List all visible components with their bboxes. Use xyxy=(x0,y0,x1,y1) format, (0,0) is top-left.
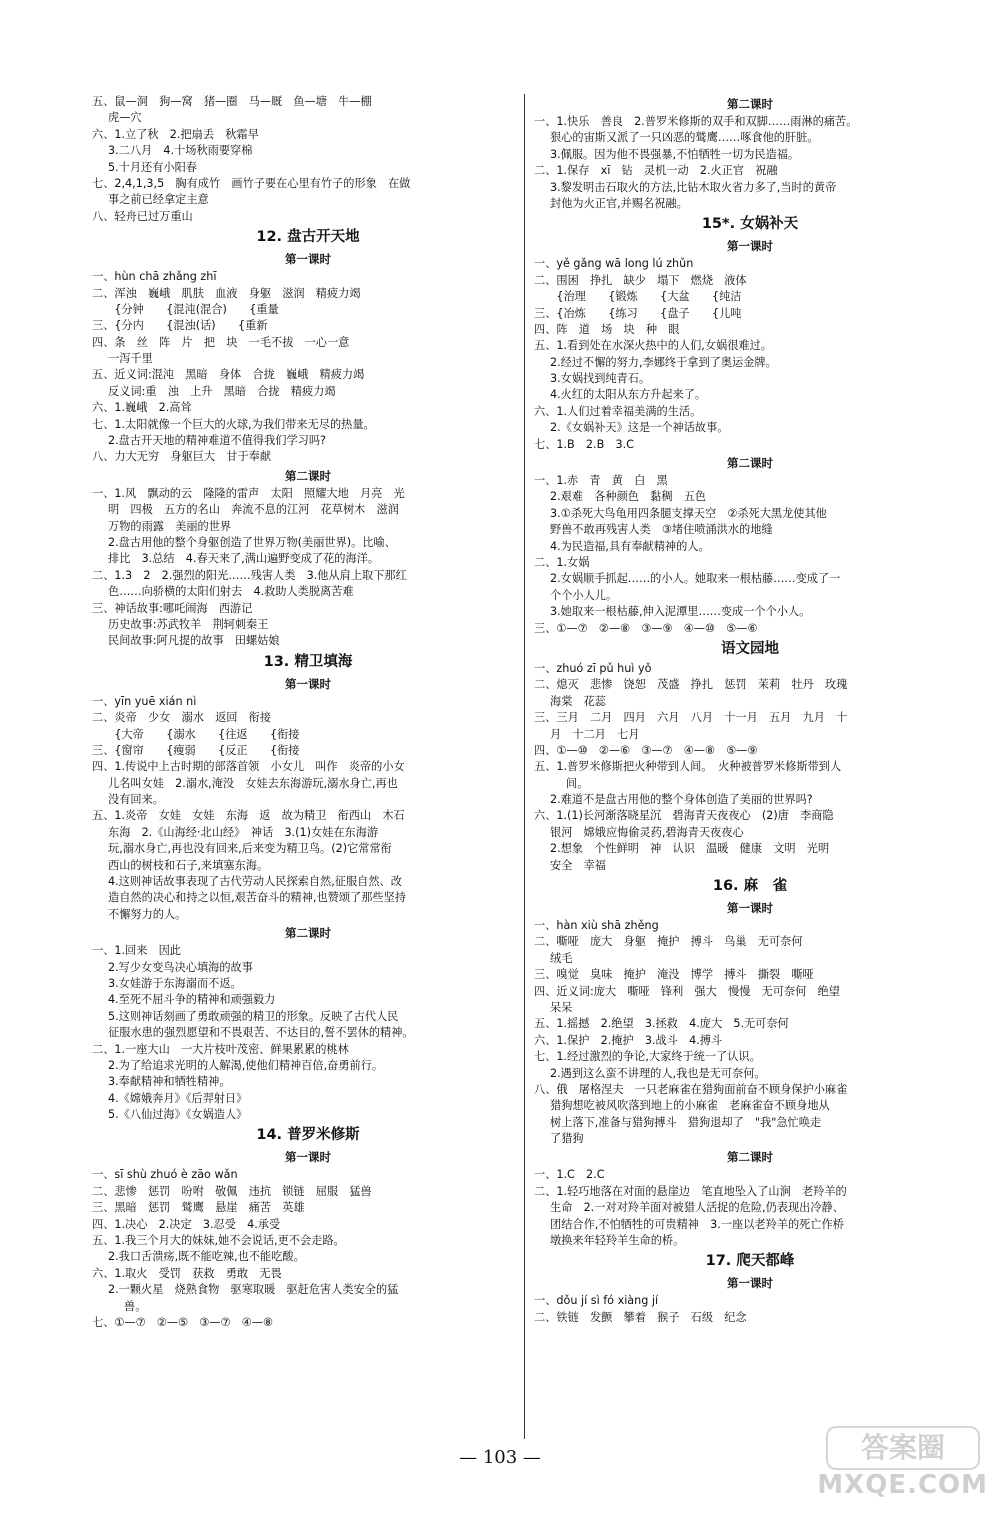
answer-line: 造自然的决心和持之以恒,艰苦奋斗的精神,也赞颂了那些坚持 xyxy=(108,891,406,905)
answer-line: 墩换来年轻羚羊生命的桥。 xyxy=(550,1234,685,1248)
watermark-text: MXQE.COM xyxy=(817,1470,988,1500)
answer-line: 一、zhuó zī pǔ huì yǒ xyxy=(534,661,652,675)
answer-line: 5.《八仙过海》《女娲造人》 xyxy=(108,1108,248,1122)
lesson-subheading: 第二课时 xyxy=(727,456,773,471)
right-column xyxy=(534,94,966,1326)
answer-line: 2.我口舌溃疡,既不能吃辣,也不能吃酸。 xyxy=(108,1250,305,1264)
answer-line: 3.二八月 4.十场秋雨要穿棉 xyxy=(108,144,253,158)
answer-line: 三、神话故事:哪吒闹海 西游记 xyxy=(92,601,253,615)
answer-line: 银河 嫦娥应悔偷灵药,碧海青天夜夜心 xyxy=(550,825,744,839)
answer-line: 玩,溺水身亡,再也没有回来,后来变为精卫鸟。(2)它常常衔 xyxy=(108,842,392,856)
answer-line: 五、1.我三个月大的妹妹,她不会说话,更不会走路。 xyxy=(92,1234,345,1248)
lesson-heading: 15*. 女娲补天 xyxy=(701,216,799,233)
answer-line: 树上落下,准备与猎狗搏斗 猎狗退却了 "我"急忙唤走 xyxy=(550,1115,822,1129)
answer-line: 历史故事:苏武牧羊 荆轲刺秦王 xyxy=(108,617,269,631)
answer-line: 一、1.风 飘动的云 隆隆的雷声 太阳 照耀大地 月亮 光 xyxy=(92,486,405,500)
watermark-logo xyxy=(798,1426,988,1500)
answer-line: 3.她取来一根枯藤,伸入泥潭里……变成一个个小人。 xyxy=(550,605,811,619)
answer-line: 二、炎帝 少女 溺水 返回 衔接 xyxy=(92,711,272,725)
answer-line: 3.①杀死大鸟龟用四条腿支撑天空 ②杀死大黑龙使其他 xyxy=(550,506,827,520)
answer-line: 3.佩服。因为他不畏强暴,不怕牺牲一切为民造福。 xyxy=(550,147,800,161)
answer-line: 二、1.保存 xī 钻 灵机一动 2.火正官 祝融 xyxy=(534,164,778,178)
answer-line: 三、嗅觉 臭味 掩护 淹没 博学 搏斗 撕裂 嘶哑 xyxy=(534,968,814,982)
answer-line: 六、1.立了秋 2.把扇丢 秋霜早 xyxy=(92,127,259,141)
answer-line: 一、hùn chā zhǎng zhī xyxy=(92,270,217,284)
answer-line: 4.至死不屈斗争的精神和顽强毅力 xyxy=(108,993,276,1007)
answer-line: 间。 xyxy=(566,776,589,790)
answer-line: 一、hàn xiù shā zhěng xyxy=(534,919,659,933)
answer-line: 四、1.决心 2.决定 3.忍受 4.承受 xyxy=(92,1217,281,1231)
lesson-subheading: 第二课时 xyxy=(727,1150,773,1165)
answer-line: 团结合作,不怕牺牲的可贵精神 3.一座以老羚羊的死亡作桥 xyxy=(550,1217,844,1231)
answer-line: 2.遇到这么蛮不讲理的人,我也是无可奈何。 xyxy=(550,1066,766,1080)
lesson-subheading: 第二课时 xyxy=(727,97,773,111)
answer-line: 虎—穴 xyxy=(108,111,142,125)
answer-line: 东海 2.《山海经·北山经》 神话 3.(1)女娃在东海游 xyxy=(108,825,379,839)
answer-line: 儿名叫女娃 2.溺水,淹没 女娃去东海游玩,溺水身亡,再也 xyxy=(108,776,398,790)
lesson-heading: 12. 盘古开天地 xyxy=(256,229,360,246)
answer-line: 七、2,4,1,3,5 胸有成竹 画竹子要在心里有竹子的形象 在做 xyxy=(92,176,411,190)
lesson-heading: 16. 麻 雀 xyxy=(712,878,788,895)
watermark-badge: 答案圈 xyxy=(826,1426,980,1470)
answer-line: {分钟 {混沌(混合) {重量 xyxy=(92,302,279,316)
lesson-subheading: 第一课时 xyxy=(727,1276,773,1291)
answer-line: 一、yīn yuē xián nì xyxy=(92,694,197,708)
answer-line: 民间故事:阿凡提的故事 田螺姑娘 xyxy=(108,634,280,648)
answer-line: 三、{窗帘 {瘦弱 {反正 {衔接 xyxy=(92,743,300,757)
answer-line: 2.想象 个性鲜明 神 认识 温暖 健康 文明 光明 xyxy=(550,842,830,856)
answer-line: 3.女娃游于东海溺而不返。 xyxy=(108,976,242,990)
column-divider xyxy=(524,94,525,1439)
answer-line: 个个小人儿。 xyxy=(550,588,618,602)
answer-line: 色……向骄横的太阳们射去 4.救助人类脱离苦难 xyxy=(108,585,354,599)
answer-line: 二、1.轻巧地落在对面的悬崖边 笔直地坠入了山涧 老羚羊的 xyxy=(534,1184,847,1198)
answer-line: 5.十月还有小阳春 xyxy=(108,160,197,174)
answer-line: 四、条 丝 阵 片 把 块 一毛不拔 一心一意 xyxy=(92,335,350,349)
answer-line: 狠心的宙斯又派了一只凶恶的鹫鹰……啄食他的肝脏。 xyxy=(550,131,819,145)
answer-line: 五、近义词:混沌 黑暗 身体 合拢 巍峨 精疲力竭 xyxy=(92,368,365,382)
answer-line: 明 四极 五方的名山 奔流不息的江河 花草树木 滋润 xyxy=(108,503,399,517)
answer-line: 五、1.摇撼 2.绝望 3.拯救 4.庞大 5.无可奈何 xyxy=(534,1017,789,1031)
answer-line: 二、铁链 发颤 攀着 猴子 石级 纪念 xyxy=(534,1310,747,1324)
answer-line: 一、1.赤 青 黄 白 黑 xyxy=(534,474,668,488)
answer-line: 不懈努力的人。 xyxy=(108,907,187,921)
answer-line: 3.奉献精神和牺牲精神。 xyxy=(108,1075,231,1089)
answer-line: 七、①—⑦ ②—⑤ ③—⑦ ④—⑧ xyxy=(92,1316,273,1329)
answer-line: 三、①—⑦ ②—⑧ ③—⑨ ④—⑩ ⑤—⑥ xyxy=(534,621,758,635)
answer-line: {大帝 {溺水 {往返 {衔接 xyxy=(92,727,300,741)
answer-line: 三、{分内 {混浊(话) {重新 xyxy=(92,319,268,333)
lesson-heading: 14. 普罗米修斯 xyxy=(256,1127,360,1144)
answer-line: 八、轻舟已过万重山 xyxy=(92,209,193,223)
lesson-subheading: 第一课时 xyxy=(285,252,331,267)
lesson-heading: 17. 爬天都峰 xyxy=(705,1253,795,1270)
answer-line: 八、俄 屠格涅夫 一只老麻雀在猎狗面前奋不顾身保护小麻雀 xyxy=(534,1082,848,1096)
answer-line: 2.《女娲补天》这是一个神话故事。 xyxy=(550,421,729,435)
lesson-subheading: 第一课时 xyxy=(727,901,773,916)
answer-line: 四、①—⑩ ②—⑥ ③—⑦ ④—⑧ ⑤—⑨ xyxy=(534,743,758,757)
answer-line: 兽。 xyxy=(124,1299,147,1313)
answer-line: 二、1.女娲 xyxy=(534,555,590,569)
answer-line: 野兽不敢再残害人类 ③堵住喷涌洪水的地缝 xyxy=(550,523,773,537)
answer-line: 三、{冶炼 {练习 {盘子 {儿吨 xyxy=(534,306,742,320)
answer-line: 二、熄灭 悲惨 饶恕 茂盛 挣扎 惩罚 茉莉 牡丹 玫瑰 xyxy=(534,678,848,692)
answer-line: 一泻千里 xyxy=(108,352,153,366)
answer-line: {治理 {锻炼 {大盆 {纯洁 xyxy=(534,290,742,304)
answer-line: 一、1.回来 因此 xyxy=(92,944,181,958)
answer-line: 海棠 花蕊 xyxy=(550,694,606,708)
answer-line: 三、黑暗 惩罚 鹫鹰 悬崖 痛苦 英雄 xyxy=(92,1201,305,1215)
answer-line: 绒毛 xyxy=(550,951,573,965)
answer-line: 四、阵 道 场 块 种 眼 xyxy=(534,322,680,336)
answer-line: 2.经过不懈的努力,李娜终于拿到了奥运金牌。 xyxy=(550,355,777,369)
answer-line: 事之前已经拿定主意 xyxy=(108,193,209,207)
answer-line: 4.这则神话故事表现了古代劳动人民探索自然,征服自然、改 xyxy=(108,875,402,889)
answer-line: 六、1.保护 2.掩护 3.战斗 4.搏斗 xyxy=(534,1033,723,1047)
left-column xyxy=(92,94,524,1331)
answer-line: 二、悲惨 惩罚 吩咐 敬佩 违抗 锁链 屈服 猛兽 xyxy=(92,1184,372,1198)
answer-line: 一、1.C 2.C xyxy=(534,1168,605,1182)
answer-line: 五、鼠—洞 狗—窝 猪—圈 马—厩 鱼—塘 牛—棚 xyxy=(92,95,372,108)
lesson-subheading: 第一课时 xyxy=(285,676,331,691)
answer-line: 封他为火正官,并赐名祝融。 xyxy=(550,196,688,210)
answer-line: 4.火红的太阳从东方升起来了。 xyxy=(550,388,707,402)
answer-line: 六、1.人们过着幸福美满的生活。 xyxy=(534,404,702,418)
lesson-subheading: 第一课时 xyxy=(727,239,773,254)
answer-line: 八、力大无穷 身躯巨大 甘于奉献 xyxy=(92,450,272,464)
lesson-subheading: 第二课时 xyxy=(285,926,331,941)
answer-line: 呆呆 xyxy=(550,1000,573,1014)
answer-line: 2.为了给追求光明的人解渴,使他们精神百倍,奋勇前行。 xyxy=(108,1058,384,1072)
answer-line: 一、dǒu jí sì fó xiàng jí xyxy=(534,1294,659,1308)
answer-line: 六、1.取火 受罚 获救 勇敢 无畏 xyxy=(92,1266,282,1280)
answer-line: 反义词:重 浊 上升 黑暗 合拢 精疲力竭 xyxy=(108,384,336,398)
answer-line: 四、1.传说中上古时期的部落首领 小女儿 叫作 炎帝的小女 xyxy=(92,760,405,774)
answer-line: 二、围困 挣扎 缺少 塌下 燃烧 液体 xyxy=(534,273,747,287)
answer-line: 五、1.炎帝 女娃 女娃 东海 返 故为精卫 衔西山 木石 xyxy=(92,809,405,823)
answer-line: 四、近义词:庞大 嘶哑 锋利 强大 慢慢 无可奈何 绝望 xyxy=(534,984,840,998)
answer-line: 五、1.看到处在水深火热中的人们,女娲很难过。 xyxy=(534,339,772,353)
lesson-subheading: 第二课时 xyxy=(285,468,331,483)
answer-line: 征服水患的强烈愿望和不畏艰苦、不达目的,誓不罢休的精神。 xyxy=(108,1026,414,1040)
answer-line: 2.艰难 各种颜色 黏稠 五色 xyxy=(550,490,707,504)
answer-line: 六、1.巍峨 2.高耸 xyxy=(92,401,192,415)
answer-line: 没有回来。 xyxy=(108,793,164,807)
answer-line: 2.一颗火星 烧熟食物 驱寒取暖 驱赶危害人类安全的猛 xyxy=(108,1283,399,1297)
answer-line: 2.盘古开天地的精神难道不值得我们学习吗? xyxy=(108,434,326,448)
lesson-heading: 13. 精卫填海 xyxy=(263,653,353,670)
answer-line: 七、1.经过激烈的争论,大家终于统一了认识。 xyxy=(534,1050,761,1064)
lesson-heading: 语文园地 xyxy=(721,640,779,657)
answer-line: 一、sī shù zhuó è zāo wǎn xyxy=(92,1168,238,1182)
lesson-subheading: 第一课时 xyxy=(285,1150,331,1165)
answer-line: 生命 2.一对对羚羊面对被猎人活捉的危险,仍表现出冷静、 xyxy=(550,1201,844,1215)
answer-line: 2.难道不是盘古用他的整个身体创造了美丽的世界吗? xyxy=(550,793,813,807)
answer-line: 二、1.一座大山 一大片枝叶茂密、鲜果累累的桃林 xyxy=(92,1042,349,1056)
answer-line: 二、嘶哑 庞大 身躯 掩护 搏斗 鸟巢 无可奈何 xyxy=(534,935,803,949)
answer-line: 排比 3.总结 4.春天来了,满山遍野变成了花的海洋。 xyxy=(108,552,380,566)
answer-line: 一、yě gǎng wā long lú zhǔn xyxy=(534,257,694,271)
answer-line: 七、1.B 2.B 3.C xyxy=(534,437,634,451)
page-number: — 103 — xyxy=(459,1447,541,1468)
answer-line: 三、三月 二月 四月 六月 八月 十一月 五月 九月 十 xyxy=(534,711,848,725)
answer-line: 二、1.3 2 2.强烈的阳光……残害人类 3.他从肩上取下那红 xyxy=(92,568,407,582)
answer-line: 猎狗想吃被风吹落到地上的小麻雀 老麻雀奋不顾身地从 xyxy=(550,1099,830,1113)
answer-line: 了猎狗 xyxy=(550,1132,584,1146)
answer-line: 2.盘古用他的整个身躯创造了世界万物(美丽世界)。比喻、 xyxy=(108,535,396,549)
answer-line: 2.女娲顺手抓起……的小人。她取来一根枯藤……变成了一 xyxy=(550,572,841,586)
answer-line: 3.女娲找到纯青石。 xyxy=(550,372,651,386)
answer-line: 安全 幸福 xyxy=(550,858,606,872)
answer-line: 六、1.(1)长河渐落晓星沉 碧海青天夜夜心 (2)唐 李商隐 xyxy=(534,809,834,823)
answer-line: 西山的树枝和石子,来填塞东海。 xyxy=(108,858,269,872)
answer-line: 万物的雨露 美丽的世界 xyxy=(108,519,232,533)
answer-line: 4.为民造福,具有奉献精神的人。 xyxy=(550,539,710,553)
answer-line: 4.《嫦娥奔月》《后羿射日》 xyxy=(108,1091,248,1105)
answer-line: 一、1.快乐 善良 2.普罗米修斯的双手和双脚……雨淋的痛苦。 xyxy=(534,115,858,128)
answer-line: 2.写少女变鸟决心填海的故事 xyxy=(108,960,253,974)
answer-line: 3.黎发明击石取火的方法,比钻木取火省力多了,当时的黄帝 xyxy=(550,180,837,194)
answer-line: 五、1.普罗米修斯把火种带到人间。 火种被普罗米修斯带到人 xyxy=(534,760,842,774)
answer-line: 月 十二月 七月 xyxy=(550,727,640,741)
answer-line: 5.这则神话刻画了勇敢顽强的精卫的形象。反映了古代人民 xyxy=(108,1009,399,1023)
answer-line: 七、1.太阳就像一个巨大的火球,为我们带来无尽的热量。 xyxy=(92,417,375,431)
answer-line: 二、浑浊 巍峨 肌肤 血液 身躯 滋润 精疲力竭 xyxy=(92,286,361,300)
